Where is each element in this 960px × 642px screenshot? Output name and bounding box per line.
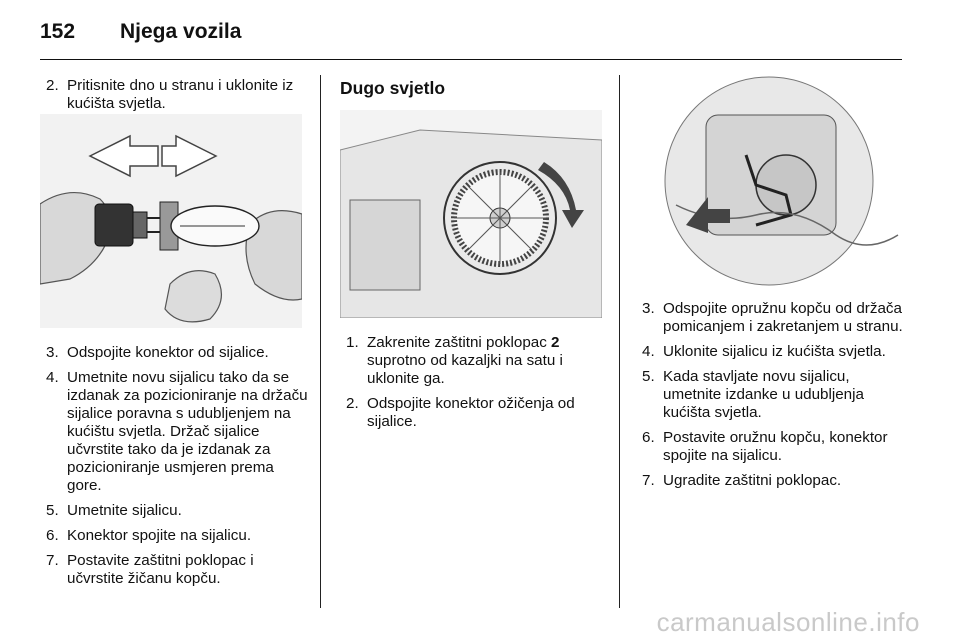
list-item xyxy=(46,527,308,545)
step-number: 6. xyxy=(46,527,59,544)
bulb-removal-illustration xyxy=(40,114,302,328)
step-number: 4. xyxy=(46,369,59,386)
step-number: 7. xyxy=(46,552,59,569)
step-text-part: Zakrenite zaštitni poklopac xyxy=(367,334,552,351)
step-text: Uklonite sijalicu iz kućišta svjetla. xyxy=(663,343,886,360)
step-text-part: suprotno od kazaljki na satu i uklonite ga. xyxy=(367,352,563,387)
step-number: 4. xyxy=(642,343,655,360)
page-title: Njega vozila xyxy=(120,20,242,43)
list-item xyxy=(46,552,308,588)
list-item xyxy=(642,472,904,490)
list-item xyxy=(642,429,904,465)
step-number: 1. xyxy=(346,334,359,351)
watermark: carmanualsonline.info xyxy=(656,607,920,637)
list-item xyxy=(46,369,308,495)
step-text: Umetnite novu sijalicu tako da se izdanak za pozicioniranje na držaču sijalice poravna s udubljenjem na kućištu svjetla. Držač sijalice učvrstite tako da je izdanak za pozicioniranje usmjeren prema gore. xyxy=(67,369,308,494)
high-beam-cover-illustration xyxy=(340,110,602,318)
spring-clip-illustration xyxy=(636,75,902,288)
column-divider-2 xyxy=(619,75,620,608)
list-item xyxy=(346,395,608,431)
middle-steps xyxy=(346,334,608,431)
step-text: Kada stavljate novu sijalicu, umetnite izdanke u udubljenja kućišta svjetla. xyxy=(663,368,864,421)
step-text: Pritisnite dno u stranu i uklonite iz kućišta svjetla. xyxy=(67,77,294,112)
step-text: Konektor spojite na sijalicu. xyxy=(67,527,252,544)
list-item xyxy=(642,343,904,361)
step-number: 6. xyxy=(642,429,655,446)
step-number: 5. xyxy=(46,502,59,519)
step-text: Odspojite konektor od sijalice. xyxy=(67,344,269,361)
header-rule xyxy=(40,59,902,60)
step-text: Ugradite zaštitni poklopac. xyxy=(663,472,842,489)
section-heading: Dugo svjetlo xyxy=(340,78,446,98)
step-number: 3. xyxy=(642,300,655,317)
list-item xyxy=(642,300,904,336)
step-number: 2. xyxy=(346,395,359,412)
list-item xyxy=(346,334,608,388)
step-number: 3. xyxy=(46,344,59,361)
column-divider-1 xyxy=(320,75,321,608)
step-number: 7. xyxy=(642,472,655,489)
list-item xyxy=(46,502,308,520)
step-text: Odspojite konektor ožičenja od sijalice. xyxy=(367,395,575,430)
step-number: 5. xyxy=(642,368,655,385)
left-steps xyxy=(46,344,308,595)
step-text: Odspojite opružnu kopču od držača pomicanjem i zakretanjem u stranu. xyxy=(663,300,903,335)
step-text: Postavite zaštitni poklopac i učvrstite žičanu kopču. xyxy=(67,552,254,587)
step-ref-number: 2 xyxy=(551,334,560,351)
step-text: Umetnite sijalicu. xyxy=(67,502,182,519)
step-text xyxy=(367,334,608,388)
step-text: Postavite oružnu kopču, konektor spojite na sijalicu. xyxy=(663,429,888,464)
left-step-2 xyxy=(46,77,308,113)
list-item xyxy=(642,368,904,422)
list-item xyxy=(46,77,308,113)
step-number: 2. xyxy=(46,77,59,94)
list-item xyxy=(46,344,308,362)
page-number: 152 xyxy=(40,20,76,43)
right-steps xyxy=(642,300,904,497)
